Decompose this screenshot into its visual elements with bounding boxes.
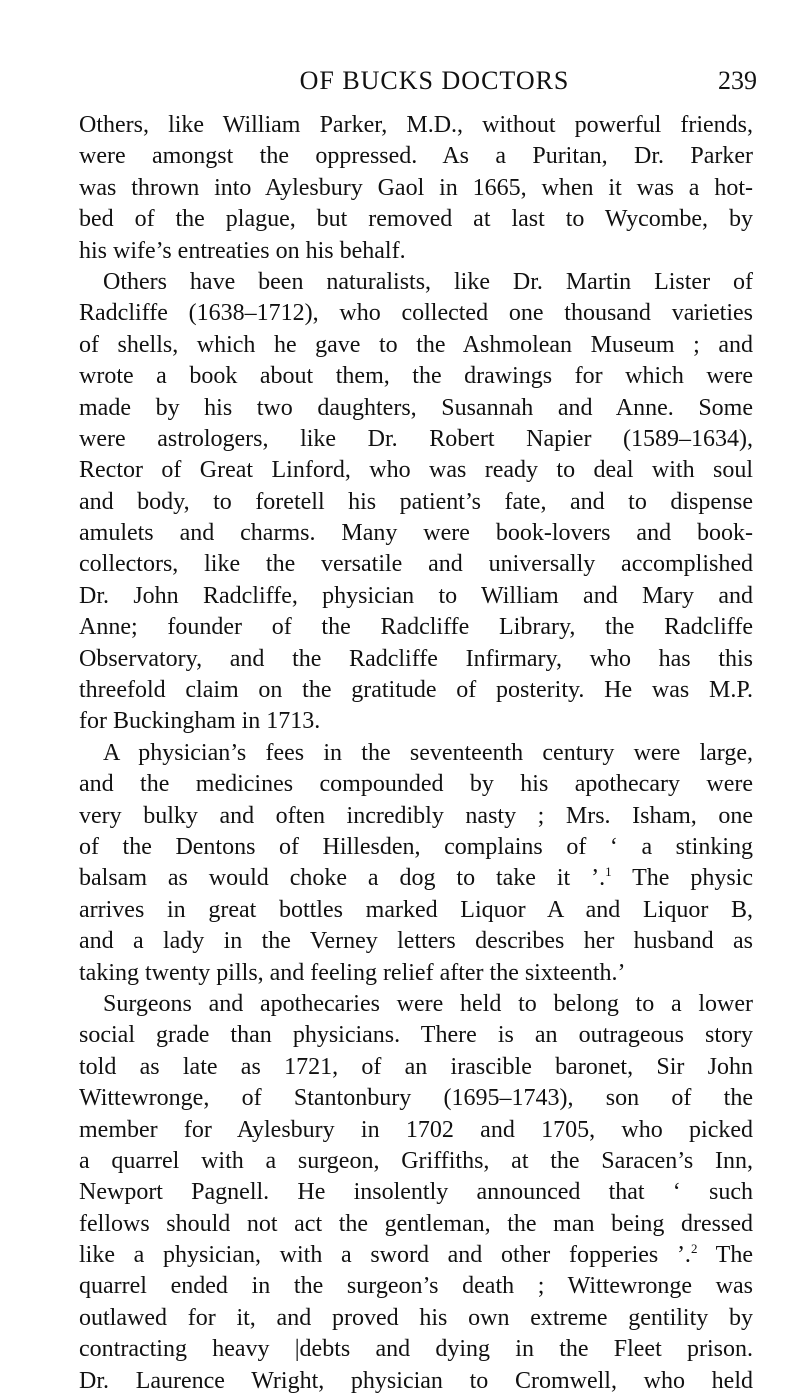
text-line-content: A physician’s fees in the seventeenth century were large, — [103, 739, 753, 766]
text-line-content: Dr. John Radcliffe, physician to William and Mary and — [79, 582, 753, 609]
text-line — [79, 1146, 753, 1177]
text-line — [79, 1334, 753, 1365]
text-line — [79, 738, 753, 769]
text-line-content: of the Dentons of Hillesden, complains of ‘ a stinking — [79, 833, 753, 860]
text-line-content: were amongst the oppressed. As a Puritan, Dr. Parker — [79, 143, 753, 170]
text-line — [79, 173, 753, 204]
text-line — [79, 424, 753, 455]
text-line-content: arrives in great bottles marked Liquor A and Liquor B, — [79, 896, 753, 923]
text-line — [79, 1209, 753, 1240]
text-line — [79, 581, 753, 612]
text-line — [79, 1303, 753, 1334]
text-line — [79, 361, 753, 392]
text-line-content: very bulky and often incredibly nasty ; Mrs. Isham, one — [79, 802, 753, 829]
text-line-content: Anne; founder of the Radcliffe Library, the Radcliffe — [79, 614, 753, 641]
text-line-content: Radcliffe (1638–1712), who collected one thousand varieties — [79, 300, 753, 327]
text-line — [79, 1115, 753, 1146]
text-line — [79, 926, 753, 957]
text-line-content: Others, like William Parker, M.D., without powerful friends, — [79, 112, 753, 138]
text-line — [79, 393, 753, 424]
text-line — [79, 204, 753, 235]
text-line — [79, 1177, 753, 1208]
page-number: 239 — [718, 66, 757, 95]
text-line-content: wrote a book about them, the drawings for which were — [79, 363, 753, 390]
text-line — [79, 832, 753, 863]
text-line-content: Observatory, and the Radcliffe Infirmary, who has this — [79, 645, 753, 672]
text-line-content: collectors, like the versatile and universally accomplished — [79, 551, 753, 578]
text-line-content: Surgeons and apothecaries were held to belong to a lower — [103, 990, 753, 1017]
text-line — [79, 863, 753, 894]
text-line-content: Others have been naturalists, like Dr. Martin Lister of — [103, 268, 753, 295]
text-line — [79, 1271, 753, 1302]
text-line-content: his wife’s entreaties on his behalf. — [79, 237, 406, 264]
text-line — [79, 1052, 753, 1083]
text-line — [79, 801, 753, 832]
text-line — [79, 1020, 753, 1051]
text-line-content: and body, to foretell his patient’s fate, and to dispense — [79, 488, 753, 515]
text-line-content: Rector of Great Linford, who was ready to deal with soul — [79, 457, 753, 484]
text-line-content: amulets and charms. Many were book-lovers and book- — [79, 520, 753, 547]
text-line — [79, 769, 753, 800]
text-line-continuation: The physic — [611, 865, 753, 892]
text-line-content: quarrel ended in the surgeon’s death ; Wittewronge was — [79, 1273, 753, 1300]
text-line-content: and the medicines compounded by his apothecary were — [79, 771, 753, 798]
text-line — [79, 644, 753, 675]
text-line — [79, 989, 753, 1020]
text-line-content: for Buckingham in 1713. — [79, 708, 321, 735]
text-line — [79, 518, 753, 549]
footnote-reference: 2 — [690, 1241, 698, 1257]
text-line — [79, 706, 753, 737]
text-line — [79, 549, 753, 580]
text-line — [79, 141, 753, 172]
text-line — [79, 298, 753, 329]
text-line-content: told as late as 1721, of an irascible baronet, Sir John — [79, 1053, 753, 1080]
text-line-content: social grade than physicians. There is an outrageous story — [79, 1022, 753, 1049]
text-line-content: Dr. Laurence Wright, physician to Cromwell, who held — [79, 1367, 753, 1394]
text-line — [79, 675, 753, 706]
text-line-content: made by his two daughters, Susannah and Anne. Some — [79, 394, 753, 421]
running-title: OF BUCKS DOCTORS — [299, 66, 570, 95]
text-line-content: balsam as would choke a dog to take it ’. — [79, 865, 606, 892]
text-line-content: bed of the plague, but removed at last to Wycombe, by — [79, 206, 753, 233]
text-line-content: member for Aylesbury in 1702 and 1705, who picked — [79, 1116, 753, 1143]
text-line-content: fellows should not act the gentleman, the man being dressed — [79, 1210, 753, 1237]
text-line-content: contracting heavy |debts and dying in the Fleet prison. — [79, 1336, 753, 1363]
text-line-content: taking twenty pills, and feeling relief after the sixteenth.’ — [79, 959, 626, 986]
text-line — [79, 455, 753, 486]
text-line-content: outlawed for it, and proved his own extreme gentility by — [79, 1304, 753, 1331]
text-line-continuation: The — [697, 1242, 753, 1269]
text-line-content: a quarrel with a surgeon, Griffiths, at the Saracen’s Inn, — [79, 1147, 753, 1174]
text-line — [79, 110, 753, 141]
text-line-content: threefold claim on the gratitude of posterity. He was M.P. — [79, 677, 753, 704]
text-line-content: and a lady in the Verney letters describes her husband as — [79, 928, 753, 955]
text-line-content: was thrown into Aylesbury Gaol in 1665, when it was a hot- — [79, 174, 753, 201]
text-line — [79, 958, 753, 989]
text-line — [79, 895, 753, 926]
footnote-reference: 1 — [605, 864, 612, 880]
text-line-content: were astrologers, like Dr. Robert Napier (1589–1634), — [79, 425, 753, 452]
text-line-content: like a physician, with a sword and other fopperies ’. — [79, 1242, 691, 1269]
text-line-content: Newport Pagnell. He insolently announced that ‘ such — [79, 1179, 753, 1206]
running-head — [112, 64, 757, 98]
text-line — [79, 487, 753, 518]
text-line-content: of shells, which he gave to the Ashmolean Museum ; and — [79, 331, 753, 358]
text-line — [79, 612, 753, 643]
body-text — [79, 110, 753, 1397]
text-line — [79, 267, 753, 298]
text-line — [79, 1083, 753, 1114]
text-line-content: Wittewronge, of Stantonbury (1695–1743), son of the — [79, 1085, 753, 1112]
text-line — [79, 330, 753, 361]
text-line — [79, 236, 753, 267]
text-line — [79, 1366, 753, 1397]
